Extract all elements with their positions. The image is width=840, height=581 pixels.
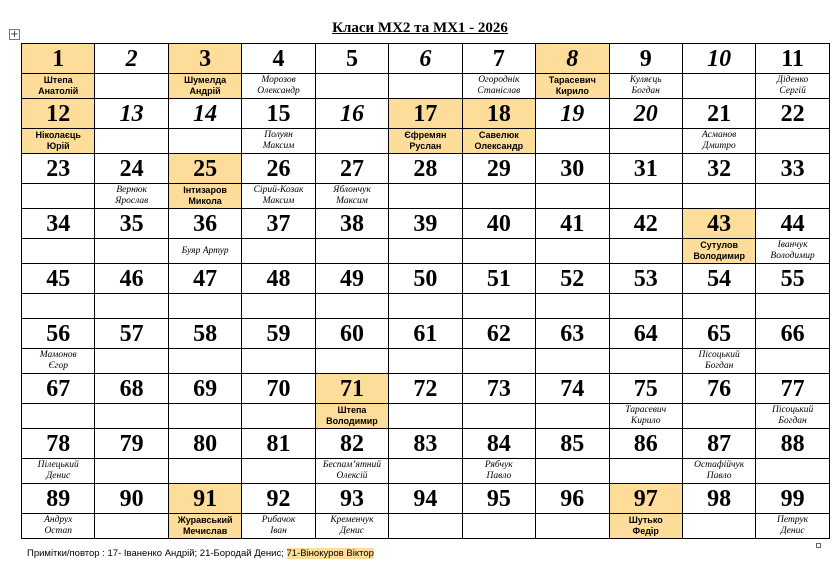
student-name-cell[interactable] <box>22 184 95 209</box>
student-name-cell[interactable] <box>756 459 829 484</box>
student-name-cell[interactable]: Інтизаров Микола <box>168 184 241 209</box>
number-row <box>22 44 830 74</box>
class-number-cell[interactable]: 72 <box>389 374 462 404</box>
student-name-cell[interactable] <box>315 239 388 264</box>
student-name-cell[interactable] <box>242 349 315 374</box>
class-number-cell[interactable]: 26 <box>242 154 315 184</box>
class-number-cell[interactable]: 80 <box>168 429 241 459</box>
student-name-cell[interactable]: Куляєць Богдан <box>609 74 682 99</box>
student-name-cell[interactable]: Сутулов Володимир <box>682 239 755 264</box>
student-name-cell[interactable] <box>95 514 168 539</box>
class-number-cell[interactable]: 96 <box>536 484 609 514</box>
student-name-cell[interactable] <box>95 349 168 374</box>
student-name-cell[interactable] <box>389 404 462 429</box>
student-name-cell[interactable]: Буяр Артур <box>168 239 241 264</box>
student-name-cell[interactable] <box>609 294 682 319</box>
class-number-cell[interactable]: 28 <box>389 154 462 184</box>
student-name-cell[interactable] <box>95 404 168 429</box>
notes-text: Примітки/повтор : 17- Іваненко Андрій; 21-Бородай Денис; <box>27 548 287 559</box>
student-name-cell[interactable]: Журавський Мечислав <box>168 514 241 539</box>
student-name-cell[interactable] <box>389 294 462 319</box>
class-number-cell[interactable]: 55 <box>756 264 829 294</box>
class-number-cell[interactable]: 45 <box>22 264 95 294</box>
class-number-cell[interactable]: 29 <box>462 154 535 184</box>
class-number-cell[interactable]: 13 <box>95 99 168 129</box>
number-row <box>22 429 830 459</box>
student-name-cell[interactable] <box>95 74 168 99</box>
notes-highlighted-text: 71-Вінокуров Віктор <box>286 548 374 559</box>
class-number-cell[interactable]: 39 <box>389 209 462 239</box>
student-name-cell[interactable] <box>242 404 315 429</box>
student-name-cell[interactable] <box>168 294 241 319</box>
student-name-cell[interactable] <box>756 184 829 209</box>
class-number-cell[interactable]: 99 <box>756 484 829 514</box>
class-number-cell[interactable]: 22 <box>756 99 829 129</box>
student-name-cell[interactable] <box>536 404 609 429</box>
student-name-cell[interactable] <box>22 404 95 429</box>
class-number-cell[interactable]: 79 <box>95 429 168 459</box>
student-name-cell[interactable] <box>22 239 95 264</box>
class-number-cell[interactable]: 33 <box>756 154 829 184</box>
student-name-cell[interactable]: Тарасевич Кирило <box>536 74 609 99</box>
class-number-cell[interactable]: 25 <box>168 154 241 184</box>
class-number-cell[interactable]: 3 <box>168 44 241 74</box>
class-number-cell[interactable]: 14 <box>168 99 241 129</box>
student-name-cell[interactable]: Мамонов Єгор <box>22 349 95 374</box>
class-number-cell[interactable]: 73 <box>462 374 535 404</box>
number-row <box>22 484 830 514</box>
student-name-cell[interactable] <box>315 294 388 319</box>
class-number-cell[interactable]: 2 <box>95 44 168 74</box>
class-number-cell[interactable]: 40 <box>462 209 535 239</box>
class-number-cell[interactable]: 58 <box>168 319 241 349</box>
student-name-cell[interactable] <box>462 239 535 264</box>
class-number-cell[interactable]: 18 <box>462 99 535 129</box>
student-name-cell[interactable] <box>315 129 388 154</box>
student-name-cell[interactable]: Ніколаєць Юрій <box>22 129 95 154</box>
page-title: Класи МХ2 та МХ1 - 2026 <box>332 20 508 36</box>
class-number-cell[interactable]: 23 <box>22 154 95 184</box>
table-resize-handle-icon[interactable] <box>816 543 821 548</box>
class-number-cell[interactable]: 20 <box>609 99 682 129</box>
class-number-cell[interactable]: 16 <box>315 99 388 129</box>
student-name-cell[interactable] <box>168 404 241 429</box>
class-number-cell[interactable]: 84 <box>462 429 535 459</box>
class-number-cell[interactable]: 62 <box>462 319 535 349</box>
class-number-cell[interactable]: 56 <box>22 319 95 349</box>
class-number-cell[interactable]: 41 <box>536 209 609 239</box>
student-name-cell[interactable] <box>609 129 682 154</box>
class-number-cell[interactable]: 78 <box>22 429 95 459</box>
student-name-cell[interactable] <box>462 349 535 374</box>
student-name-cell[interactable] <box>168 349 241 374</box>
student-name-cell[interactable] <box>315 349 388 374</box>
student-name-cell[interactable]: Пілецький Денис <box>22 459 95 484</box>
class-number-cell[interactable]: 93 <box>315 484 388 514</box>
student-name-cell[interactable]: Полуян Максим <box>242 129 315 154</box>
class-number-cell[interactable]: 70 <box>242 374 315 404</box>
student-name-cell[interactable] <box>682 294 755 319</box>
class-number-cell[interactable]: 63 <box>536 319 609 349</box>
student-name-cell[interactable] <box>609 459 682 484</box>
student-name-cell[interactable]: Єфремян Руслан <box>389 129 462 154</box>
student-name-cell[interactable] <box>95 459 168 484</box>
student-name-cell[interactable] <box>756 349 829 374</box>
student-name-cell[interactable] <box>168 129 241 154</box>
name-row <box>22 184 830 209</box>
student-name-cell[interactable]: Шумелда Андрій <box>168 74 241 99</box>
student-name-cell[interactable] <box>536 239 609 264</box>
class-number-cell[interactable]: 31 <box>609 154 682 184</box>
student-name-cell[interactable] <box>682 74 755 99</box>
class-number-cell[interactable]: 19 <box>536 99 609 129</box>
student-name-cell[interactable]: Яблончук Максим <box>315 184 388 209</box>
name-row <box>22 129 830 154</box>
student-name-cell[interactable] <box>536 514 609 539</box>
student-name-cell[interactable]: Морозов Олександр <box>242 74 315 99</box>
class-number-cell[interactable]: 38 <box>315 209 388 239</box>
name-row <box>22 239 830 264</box>
student-name-cell[interactable] <box>95 294 168 319</box>
student-name-cell[interactable] <box>315 74 388 99</box>
class-number-cell[interactable]: 76 <box>682 374 755 404</box>
student-name-cell[interactable]: Петрук Денис <box>756 514 829 539</box>
student-name-cell[interactable]: Тарасевич Кирило <box>609 404 682 429</box>
name-row <box>22 514 830 539</box>
class-number-cell[interactable]: 50 <box>389 264 462 294</box>
student-name-cell[interactable]: Кременчук Денис <box>315 514 388 539</box>
student-name-cell[interactable] <box>462 404 535 429</box>
class-number-cell[interactable]: 68 <box>95 374 168 404</box>
student-name-cell[interactable]: Савелюк Олександр <box>462 129 535 154</box>
student-name-cell[interactable]: Штепа Володимир <box>315 404 388 429</box>
class-number-cell[interactable]: 71 <box>315 374 388 404</box>
class-number-cell[interactable]: 90 <box>95 484 168 514</box>
name-row <box>22 74 830 99</box>
class-number-cell[interactable]: 86 <box>609 429 682 459</box>
class-number-cell[interactable]: 81 <box>242 429 315 459</box>
class-number-cell[interactable]: 24 <box>95 154 168 184</box>
class-number-cell[interactable]: 60 <box>315 319 388 349</box>
class-number-cell[interactable]: 37 <box>242 209 315 239</box>
class-number-cell[interactable]: 97 <box>609 484 682 514</box>
number-row <box>22 319 830 349</box>
student-name-cell[interactable] <box>609 239 682 264</box>
class-number-cell[interactable]: 98 <box>682 484 755 514</box>
class-number-cell[interactable]: 5 <box>315 44 388 74</box>
class-number-cell[interactable]: 9 <box>609 44 682 74</box>
name-row <box>22 294 830 319</box>
class-number-cell[interactable]: 95 <box>462 484 535 514</box>
class-number-cell[interactable]: 94 <box>389 484 462 514</box>
student-name-cell[interactable]: Рябчук Павло <box>462 459 535 484</box>
class-number-cell[interactable]: 77 <box>756 374 829 404</box>
class-number-cell[interactable]: 43 <box>682 209 755 239</box>
class-number-cell[interactable]: 7 <box>462 44 535 74</box>
student-name-cell[interactable]: Іванчук Володимир <box>756 239 829 264</box>
student-name-cell[interactable]: Пісоцький Богдан <box>682 349 755 374</box>
class-number-cell[interactable]: 35 <box>95 209 168 239</box>
student-name-cell[interactable] <box>756 129 829 154</box>
student-name-cell[interactable] <box>609 184 682 209</box>
student-name-cell[interactable] <box>389 514 462 539</box>
class-number-cell[interactable]: 8 <box>536 44 609 74</box>
number-row <box>22 154 830 184</box>
student-name-cell[interactable] <box>682 404 755 429</box>
student-name-cell[interactable] <box>609 349 682 374</box>
class-number-cell[interactable]: 64 <box>609 319 682 349</box>
class-number-cell[interactable]: 46 <box>95 264 168 294</box>
class-number-cell[interactable]: 17 <box>389 99 462 129</box>
name-row <box>22 349 830 374</box>
student-name-cell[interactable] <box>95 239 168 264</box>
class-number-cell[interactable]: 54 <box>682 264 755 294</box>
student-name-cell[interactable] <box>462 514 535 539</box>
class-number-cell[interactable]: 82 <box>315 429 388 459</box>
student-name-cell[interactable] <box>95 129 168 154</box>
student-name-cell[interactable]: Сірий-Козак Максим <box>242 184 315 209</box>
class-number-cell[interactable]: 59 <box>242 319 315 349</box>
student-name-cell[interactable]: Остафійчук Павло <box>682 459 755 484</box>
class-number-cell[interactable]: 51 <box>462 264 535 294</box>
class-number-cell[interactable]: 83 <box>389 429 462 459</box>
class-number-cell[interactable]: 75 <box>609 374 682 404</box>
class-number-cell[interactable]: 91 <box>168 484 241 514</box>
class-number-cell[interactable]: 11 <box>756 44 829 74</box>
class-number-cell[interactable]: 87 <box>682 429 755 459</box>
student-name-cell[interactable]: Шутько Федір <box>609 514 682 539</box>
number-row <box>22 209 830 239</box>
student-name-cell[interactable] <box>462 294 535 319</box>
table-move-handle-icon[interactable]: + <box>10 29 19 40</box>
class-number-cell[interactable]: 85 <box>536 429 609 459</box>
class-number-cell[interactable]: 53 <box>609 264 682 294</box>
student-name-cell[interactable] <box>389 349 462 374</box>
class-number-cell[interactable]: 52 <box>536 264 609 294</box>
class-number-cell[interactable]: 89 <box>22 484 95 514</box>
class-number-cell[interactable]: 49 <box>315 264 388 294</box>
class-number-table <box>21 43 830 539</box>
class-number-cell[interactable]: 47 <box>168 264 241 294</box>
class-number-cell[interactable]: 10 <box>682 44 755 74</box>
student-name-cell[interactable] <box>242 294 315 319</box>
student-name-cell[interactable]: Беспам’ятний Олексій <box>315 459 388 484</box>
class-number-cell[interactable]: 32 <box>682 154 755 184</box>
student-name-cell[interactable] <box>536 349 609 374</box>
class-number-cell[interactable]: 65 <box>682 319 755 349</box>
class-number-cell[interactable]: 88 <box>756 429 829 459</box>
class-number-cell[interactable]: 15 <box>242 99 315 129</box>
class-number-cell[interactable]: 12 <box>22 99 95 129</box>
class-number-cell[interactable]: 21 <box>682 99 755 129</box>
number-row <box>22 264 830 294</box>
class-number-cell[interactable]: 27 <box>315 154 388 184</box>
class-number-cell[interactable]: 36 <box>168 209 241 239</box>
student-name-cell[interactable] <box>389 239 462 264</box>
student-name-cell[interactable] <box>756 294 829 319</box>
name-row <box>22 404 830 429</box>
class-number-cell[interactable]: 48 <box>242 264 315 294</box>
student-name-cell[interactable] <box>22 294 95 319</box>
student-name-cell[interactable] <box>536 184 609 209</box>
student-name-cell[interactable] <box>536 459 609 484</box>
student-name-cell[interactable] <box>682 514 755 539</box>
student-name-cell[interactable]: Рибачок Іван <box>242 514 315 539</box>
student-name-cell[interactable]: Вернюк Ярослав <box>95 184 168 209</box>
class-number-cell[interactable]: 92 <box>242 484 315 514</box>
student-name-cell[interactable] <box>168 459 241 484</box>
name-row <box>22 459 830 484</box>
class-number-cell[interactable]: 30 <box>536 154 609 184</box>
class-number-cell[interactable]: 1 <box>22 44 95 74</box>
student-name-cell[interactable] <box>242 459 315 484</box>
class-number-cell[interactable]: 69 <box>168 374 241 404</box>
student-name-cell[interactable]: Огороднік Станіслав <box>462 74 535 99</box>
student-name-cell[interactable] <box>389 184 462 209</box>
class-number-cell[interactable]: 67 <box>22 374 95 404</box>
student-name-cell[interactable]: Андрух Остап <box>22 514 95 539</box>
student-name-cell[interactable]: Пісоцький Богдан <box>756 404 829 429</box>
student-name-cell[interactable] <box>682 184 755 209</box>
number-row <box>22 99 830 129</box>
student-name-cell[interactable] <box>536 129 609 154</box>
student-name-cell[interactable] <box>389 459 462 484</box>
class-number-cell[interactable]: 44 <box>756 209 829 239</box>
class-number-cell[interactable]: 6 <box>389 44 462 74</box>
student-name-cell[interactable] <box>242 239 315 264</box>
class-number-cell[interactable]: 74 <box>536 374 609 404</box>
student-name-cell[interactable]: Діденко Сергій <box>756 74 829 99</box>
number-row <box>22 374 830 404</box>
class-number-cell[interactable]: 42 <box>609 209 682 239</box>
student-name-cell[interactable]: Асманов Дмитро <box>682 129 755 154</box>
student-name-cell[interactable] <box>389 74 462 99</box>
notes-line <box>27 548 374 559</box>
student-name-cell[interactable] <box>536 294 609 319</box>
class-number-cell[interactable]: 57 <box>95 319 168 349</box>
student-name-cell[interactable] <box>462 184 535 209</box>
student-name-cell[interactable]: Штепа Анатолій <box>22 74 95 99</box>
class-number-cell[interactable]: 61 <box>389 319 462 349</box>
class-number-cell[interactable]: 34 <box>22 209 95 239</box>
class-number-cell[interactable]: 66 <box>756 319 829 349</box>
class-number-cell[interactable]: 4 <box>242 44 315 74</box>
